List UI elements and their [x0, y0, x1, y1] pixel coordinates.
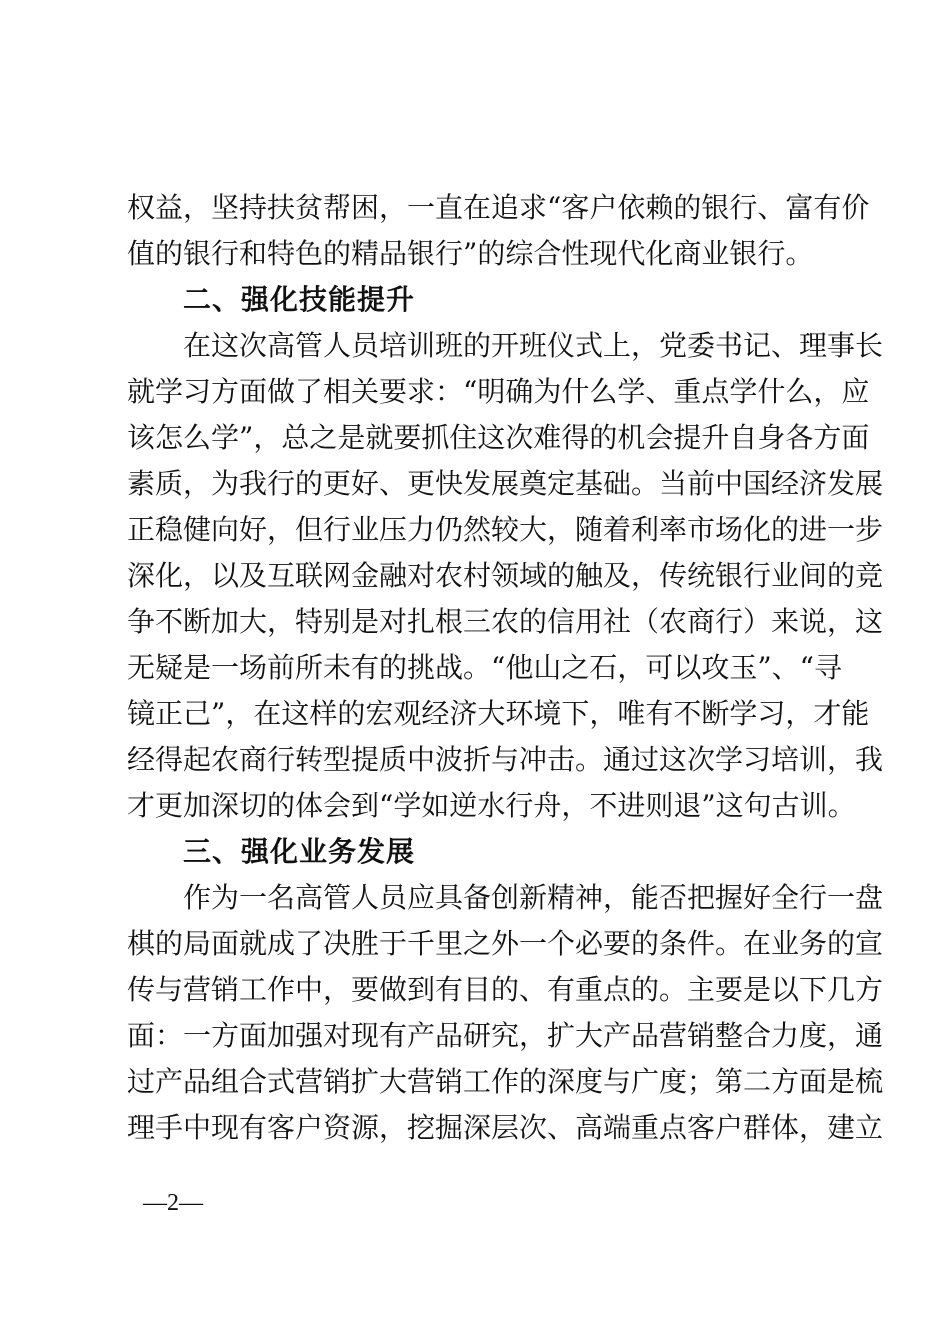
text-line: 面：一方面加强对现有产品研究，扩大产品营销整合力度，通 — [127, 1019, 884, 1052]
text-line: 深化，以及互联网金融对农村领域的触及，传统银行业间的竞 — [127, 559, 884, 592]
text-line: 镜正己”，在这样的宏观经济大环境下，唯有不断学习，才能 — [127, 697, 870, 730]
text-line: 在这次高管人员培训班的开班仪式上，党委书记、理事长 — [183, 329, 884, 362]
text-line: 理手中现有客户资源，挖掘深层次、高端重点客户群体，建立 — [127, 1111, 884, 1144]
text-line: 正稳健向好，但行业压力仍然较大，随着利率市场化的进一步 — [127, 513, 884, 546]
text-line: 才更加深切的体会到“学如逆水行舟，不进则退”这句古训。 — [127, 789, 856, 822]
paragraph — [127, 875, 884, 1151]
text-line: 该怎么学”，总之是就要抓住这次难得的机会提升自身各方面 — [127, 421, 870, 454]
text-line: 权益，坚持扶贫帮困，一直在追求“客户依赖的银行、富有价 — [127, 191, 870, 224]
text-line: 素质，为我行的更好、更快发展奠定基础。当前中国经济发展 — [127, 467, 884, 500]
text-line: 争不断加大，特别是对扎根三农的信用社（农商行）来说，这 — [127, 605, 884, 638]
document-body — [127, 185, 884, 1151]
text-line: 作为一名高管人员应具备创新精神，能否把握好全行一盘 — [183, 881, 884, 914]
text-line: 棋的局面就成了决胜于千里之外一个必要的条件。在业务的宣 — [127, 927, 884, 960]
page-number: —2— — [143, 1190, 203, 1216]
heading-text: 三、强化业务发展 — [183, 835, 416, 868]
text-line: 就学习方面做了相关要求：“明确为什么学、重点学什么，应 — [127, 375, 870, 408]
text-line: 值的银行和特色的精品银行”的综合性现代化商业银行。 — [127, 237, 814, 270]
section-heading — [127, 277, 830, 323]
text-line: 传与营销工作中，要做到有目的、有重点的。主要是以下几方 — [127, 973, 884, 1006]
text-line: 无疑是一场前所未有的挑战。“他山之石，可以攻玉”、“寻 — [127, 651, 842, 684]
paragraph — [127, 185, 870, 277]
text-line: 过产品组合式营销扩大营销工作的深度与广度；第二方面是梳 — [127, 1065, 884, 1098]
paragraph — [127, 323, 884, 829]
section-heading — [127, 829, 830, 875]
text-line: 经得起农商行转型提质中波折与冲击。通过这次学习培训，我 — [127, 743, 884, 776]
heading-text: 二、强化技能提升 — [183, 283, 416, 316]
